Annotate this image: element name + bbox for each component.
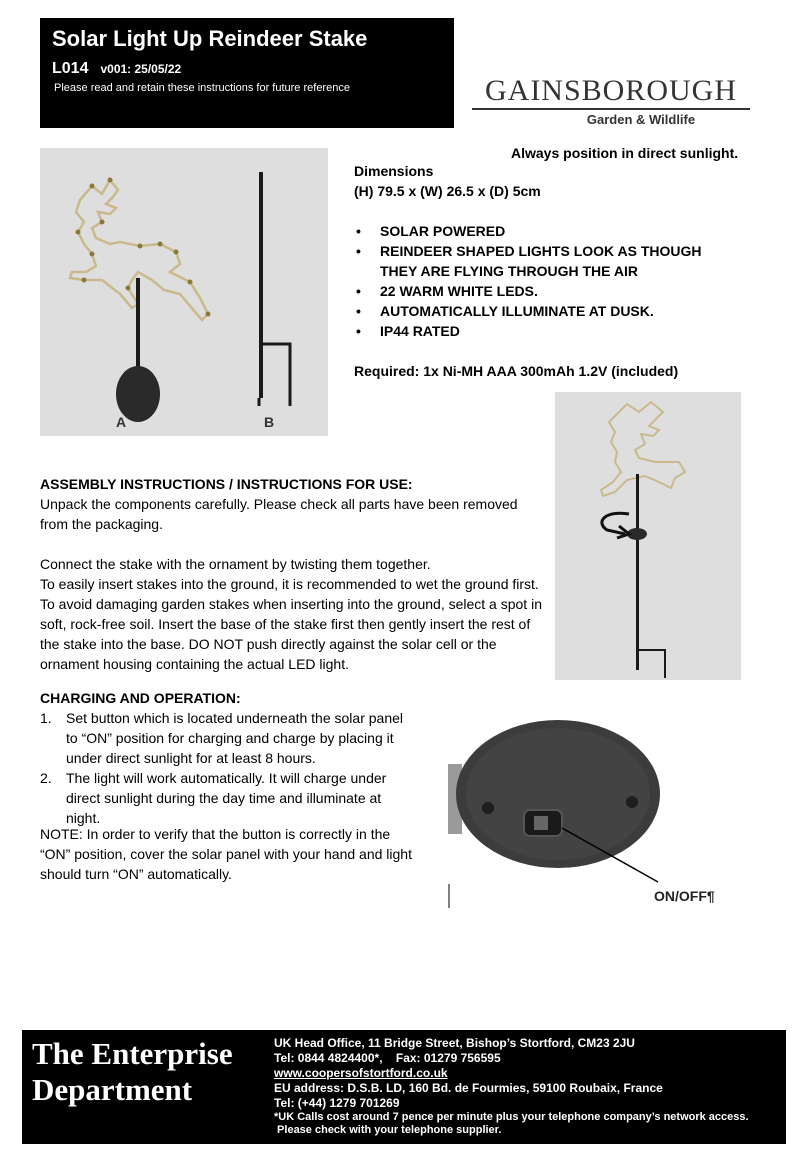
step-number: 1. (40, 710, 52, 726)
assembly-para-2: To easily insert stakes into the ground, it is recommended to wet the ground first. To avoid damaging garden stakes when inserting into the ground, select a spot in soft, rock-free soil. Insert the base of the stake first then gently insert the rest of the stake into the base. DO NOT push directly against the solar cell or the ornament housing containing the actual LED light. (40, 576, 542, 672)
sunlight-note: Always position in direct sunlight. (511, 145, 739, 161)
led-dots (76, 178, 211, 317)
product-parts-photo (40, 148, 328, 436)
on-off-label: ON/OFF¶ (654, 888, 715, 904)
step-number: 2. (40, 770, 52, 786)
step-text: The light will work automatically. It will charge under direct sunlight during the day time and illuminate at night. (66, 770, 387, 826)
feature-item: • SOLAR POWERED (354, 221, 734, 241)
contact-info (274, 1036, 749, 1137)
charging-step (40, 708, 410, 768)
product-code-line (52, 60, 181, 78)
dimensions-value: (H) 79.5 x (W) 26.5 x (D) 5cm (354, 183, 541, 199)
solar-housing-underside (448, 712, 744, 908)
reindeer-parts-illustration (40, 148, 328, 436)
feature-list (354, 221, 734, 341)
brand-tagline: Garden & Wildlife (586, 112, 696, 127)
charging-step (40, 768, 410, 828)
dimensions-label: Dimensions (354, 163, 434, 179)
feature-item: • AUTOMATICALLY ILLUMINATE AT DUSK. (354, 301, 734, 321)
assembled-illustration (555, 392, 741, 680)
charging-heading: CHARGING AND OPERATION: (40, 690, 241, 706)
part-b-stake (259, 172, 263, 398)
assembled-photo (555, 392, 741, 680)
retain-note: Please read and retain these instructions for future reference (54, 82, 350, 94)
assembled-pole (636, 474, 639, 670)
department-name: The Enterprise Department (32, 1036, 233, 1107)
part-label-a: A (116, 414, 127, 430)
tel-international: Tel: (+44) 1279 701269 (274, 1096, 400, 1110)
header-box (40, 18, 454, 128)
assembled-prongs (637, 650, 665, 678)
brand-logo (472, 74, 750, 127)
part-label-b: B (264, 414, 275, 430)
feature-item: • 22 WARM WHITE LEDS. (354, 281, 734, 301)
brand-name: GAINSBOROUGH (472, 74, 750, 110)
charging-note: NOTE: In order to verify that the button is correctly in the “ON” position, cover the solar panel with your hand and light should turn “ON” automatically. (40, 826, 412, 882)
switch-photo (448, 712, 744, 908)
call-cost-note: *UK Calls cost around 7 pence per minute plus your telephone company’s network access. (274, 1111, 749, 1123)
tel-fax: Tel: 0844 4824400*, Fax: 01279 756595 (274, 1051, 501, 1065)
call-cost-note-2: Please check with your telephone supplier. (274, 1124, 502, 1136)
feature-item: • IP44 RATED (354, 321, 734, 341)
product-code: L014 (52, 60, 89, 77)
footer (22, 1030, 786, 1144)
assembled-reindeer-outline (601, 402, 685, 496)
part-a-pole (136, 278, 140, 374)
feature-item: • REINDEER SHAPED LIGHTS LOOK AS THOUGH THEY ARE FLYING THROUGH THE AIR (354, 241, 734, 281)
assembly-para-2-first-line: Connect the stake with the ornament by twisting them together. (40, 556, 431, 572)
charging-steps (40, 708, 410, 828)
step-text: Set button which is located underneath the solar panel to “ON” position for charging and charge by placing it under direct sunlight for at least 8 hours. (66, 710, 404, 766)
battery-requirement: Required: 1x Ni-MH AAA 300mAh 1.2V (included) (354, 363, 679, 379)
assembly-heading: ASSEMBLY INSTRUCTIONS / INSTRUCTIONS FOR USE: (40, 476, 413, 492)
part-b-prongs (259, 344, 290, 406)
website-link[interactable]: www.coopersofstortford.co.uk (274, 1066, 448, 1080)
product-title: Solar Light Up Reindeer Stake (52, 26, 368, 51)
eu-address: EU address: D.S.B. LD, 160 Bd. de Fourmies, 59100 Roubaix, France (274, 1081, 663, 1095)
version: v001: 25/05/22 (100, 62, 182, 76)
head-office-address: UK Head Office, 11 Bridge Street, Bishop’s Stortford, CM23 2JU (274, 1036, 635, 1050)
assembly-para-1: Unpack the components carefully. Please check all parts have been removed from the packaging. (40, 496, 518, 532)
